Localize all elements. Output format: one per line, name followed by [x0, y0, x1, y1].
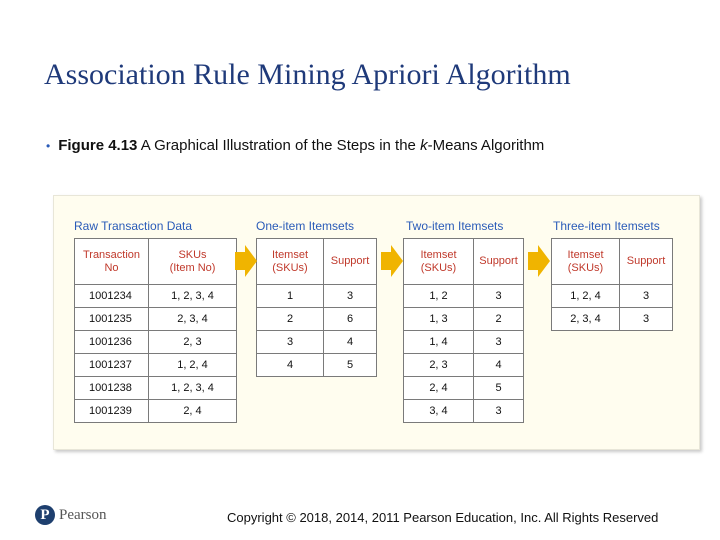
table-header-row: [75, 239, 237, 285]
table-cell: 1001234: [75, 285, 149, 308]
header-cell: [404, 239, 474, 285]
table-row: [75, 354, 237, 377]
table-cell: 4: [474, 354, 524, 377]
table-cell: 5: [324, 354, 377, 377]
table-row: [552, 308, 673, 331]
header-text: Transaction: [82, 248, 141, 261]
label-one-item-itemsets: One-item Itemsets: [256, 219, 355, 233]
table-cell: 3: [474, 285, 524, 308]
pearson-wordmark: Pearson: [59, 506, 107, 523]
table-cell: 2, 3: [149, 331, 237, 354]
table-cell: 1, 2: [404, 285, 474, 308]
header-text: Support: [626, 255, 666, 267]
table-row: [257, 308, 377, 331]
table-cell: 5: [474, 377, 524, 400]
header-cell: [75, 239, 149, 285]
two-item-table: [403, 238, 524, 423]
table-cell: 1, 4: [404, 331, 474, 354]
table-cell: 1001237: [75, 354, 149, 377]
raw-transaction-table: [74, 238, 237, 423]
table-cell: 1, 2, 4: [149, 354, 237, 377]
table-cell: 1001235: [75, 308, 149, 331]
table-row: [257, 285, 377, 308]
table-cell: 1, 2, 4: [552, 285, 620, 308]
figure-caption: [46, 137, 544, 154]
table-cell: 3: [620, 285, 673, 308]
table-cell: 3: [257, 331, 324, 354]
header-text: Itemset: [420, 248, 457, 261]
table-row: [552, 285, 673, 308]
header-cell: [149, 239, 237, 285]
table-cell: 1, 2, 3, 4: [149, 377, 237, 400]
header-cell: [257, 239, 324, 285]
caption-text-before: A Graphical Illustration of the Steps in the: [137, 137, 421, 154]
table-row: [404, 308, 524, 331]
header-cell: [620, 239, 673, 285]
apriori-figure: [53, 195, 700, 450]
table-header-row: [257, 239, 377, 285]
table-row: [75, 331, 237, 354]
table-row: [404, 354, 524, 377]
table-row: [257, 354, 377, 377]
one-item-table: [256, 238, 377, 377]
header-text: (SKUs): [567, 261, 604, 274]
header-text: Support: [330, 255, 370, 267]
table-cell: 3: [474, 331, 524, 354]
label-two-item-itemsets: Two-item Itemsets: [406, 219, 504, 233]
table-cell: 2: [474, 308, 524, 331]
table-cell: 1, 2, 3, 4: [149, 285, 237, 308]
header-text: SKUs: [178, 248, 207, 261]
table-header-row: [404, 239, 524, 285]
header-text: Itemset: [567, 248, 604, 261]
table-cell: 4: [257, 354, 324, 377]
header-text: Itemset: [271, 248, 309, 261]
table-row: [75, 400, 237, 423]
header-cell: [552, 239, 620, 285]
header-cell: [324, 239, 377, 285]
slide-title: Association Rule Mining Apriori Algorithm: [44, 58, 571, 91]
label-three-item-itemsets: Three-item Itemsets: [553, 219, 660, 233]
table-cell: 2: [257, 308, 324, 331]
header-text: (SKUs): [420, 261, 457, 274]
table-cell: 6: [324, 308, 377, 331]
table-cell: 2, 4: [149, 400, 237, 423]
table-row: [404, 285, 524, 308]
table-cell: 3: [474, 400, 524, 423]
copyright-notice: Copyright © 2018, 2014, 2011 Pearson Education, Inc. All Rights Reserved: [227, 510, 659, 525]
label-raw-transaction-data: Raw Transaction Data: [74, 219, 193, 233]
table-header-row: [552, 239, 673, 285]
caption-text-after: -Means Algorithm: [427, 137, 545, 154]
table-cell: 1001239: [75, 400, 149, 423]
table-row: [75, 377, 237, 400]
table-cell: 3: [324, 285, 377, 308]
header-text: No: [104, 261, 119, 274]
table-cell: 1001236: [75, 331, 149, 354]
table-cell: 1001238: [75, 377, 149, 400]
bullet-icon: •: [46, 139, 51, 153]
three-item-table: [551, 238, 673, 331]
table-cell: 2, 3, 4: [552, 308, 620, 331]
pearson-p-icon: P: [35, 505, 55, 525]
figure-label: Figure 4.13: [58, 137, 138, 154]
table-row: [257, 331, 377, 354]
header-text: (Item No): [169, 261, 216, 274]
table-row: [75, 308, 237, 331]
caption-italic-k: k: [420, 137, 428, 154]
table-row: [404, 377, 524, 400]
header-text: Support: [479, 255, 518, 267]
table-cell: 4: [324, 331, 377, 354]
header-text: (SKUs): [272, 261, 308, 274]
table-row: [404, 400, 524, 423]
pearson-logo: [35, 505, 107, 525]
table-cell: 3: [620, 308, 673, 331]
table-row: [404, 331, 524, 354]
table-cell: 2, 3: [404, 354, 474, 377]
table-cell: 1, 3: [404, 308, 474, 331]
table-cell: 1: [257, 285, 324, 308]
table-cell: 2, 3, 4: [149, 308, 237, 331]
table-row: [75, 285, 237, 308]
table-cell: 2, 4: [404, 377, 474, 400]
header-cell: [474, 239, 524, 285]
table-cell: 3, 4: [404, 400, 474, 423]
